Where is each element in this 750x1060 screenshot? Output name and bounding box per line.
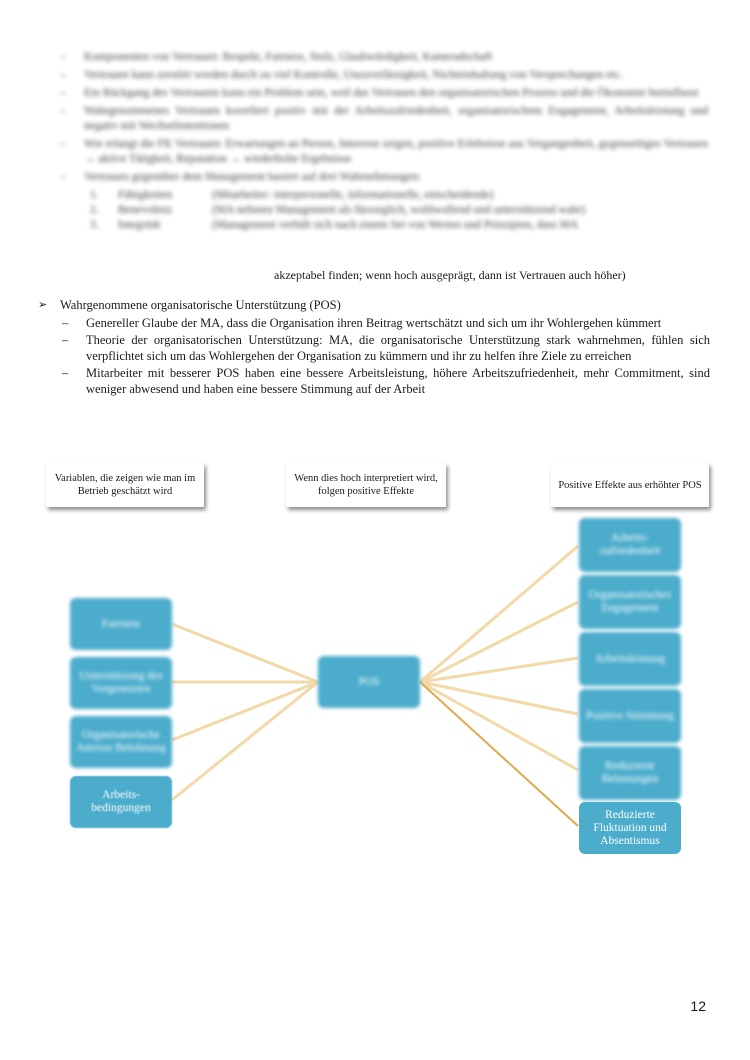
right-node: Arbeitsleistung bbox=[579, 632, 681, 686]
right-node: Reduzierte Fluktuation und Absentismus bbox=[579, 802, 681, 854]
pos-center-node: POS bbox=[318, 656, 420, 708]
list-item: – Wahrgenommenes Vertrauen korreliert positiv mit der Arbeitszufriedenheit, organisatorischem Engagement, Arbeitsleistung und negativ mit Wechselintentionen bbox=[60, 105, 708, 132]
sub-list-item: 1. Fähigkeiten (Mitarbeiter: interpersonelle, informationelle, entscheidende) bbox=[90, 189, 494, 201]
list-item: – Theorie der organisatorischen Unterstützung: MA, die organisatorische Unterstützung stark wahrnehmen, fühlen sich verpflichtet sich um das Wohlergehen der Organisation zu kümmern und ihr zu helfen ihre Ziele zu erreichen bbox=[62, 333, 710, 363]
left-node: Arbeits-bedingungen bbox=[70, 776, 172, 828]
left-node: Fairness bbox=[70, 598, 172, 650]
page-number: 12 bbox=[690, 998, 706, 1014]
section-heading: ➢ Wahrgenommene organisatorische Unterstützung (POS) bbox=[38, 298, 341, 312]
header-box-variables: Variablen, die zeigen wie man im Betrieb geschätzt wird bbox=[46, 463, 204, 507]
left-node: Organisatorische Anreize Belohnung bbox=[70, 716, 172, 768]
right-node: Organisatorisches Engagement bbox=[579, 575, 681, 629]
connector-line bbox=[172, 624, 318, 682]
list-item: – Vertrauen gegenüber dem Management basiert auf drei Wahrnehmungen: bbox=[60, 171, 422, 183]
sub-list-item: 3. Integrität (Management verhält sich nach einem Set von Werten und Prinzipien, dass MA bbox=[90, 219, 579, 231]
header-box-interpretation: Wenn dies hoch interpretiert wird, folgen positive Effekte bbox=[286, 463, 446, 507]
arrow-bullet-icon: ➢ bbox=[38, 299, 48, 311]
list-item: – Komponenten von Vertrauen: Respekt, Fairness, Stolz, Glaubwürdigkeit, Kameradschaft bbox=[60, 51, 493, 63]
right-node: Reduzierte Belastungen bbox=[579, 746, 681, 800]
right-node: Positive Stimmung bbox=[579, 689, 681, 743]
list-item: – Wie erlangt die FK Vertrauen: Erwartungen an Person, Interesse zeigen, positive Erlebnisse aus Vergangenheit, gegenseitiges Vertrauen → aktive Tätigkeit, Reputation → wiederholte Ergebnisse bbox=[60, 138, 708, 165]
list-item: – Mitarbeiter mit besserer POS haben eine bessere Arbeitsleistung, höhere Arbeitszufriedenheit, mehr Commitment, sind weniger abwesend und haben eine bessere Stimmung auf der Arbeit bbox=[62, 366, 710, 396]
continuation-line: akzeptabel finden; wenn hoch ausgeprägt, dann ist Vertrauen auch höher) bbox=[274, 268, 626, 282]
header-box-effects: Positive Effekte aus erhöhter POS bbox=[551, 463, 709, 507]
left-node: Unterstützung des Vorgesetzten bbox=[70, 657, 172, 709]
list-item: – Ein Rückgang des Vertrauens kann ein Problem sein, weil das Vertrauen den organisatorischen Prozess und die Ökonomie beeinflusst bbox=[60, 87, 699, 99]
connector-line bbox=[420, 682, 578, 714]
connector-line bbox=[172, 682, 318, 740]
sub-list-item: 2. Benevolenz (MA nehmen Management als fürsorglich, wohlwollend und unterstützend wahr) bbox=[90, 204, 586, 216]
list-item: – Genereller Glaube der MA, dass die Organisation ihren Beitrag wertschätzt und sich um ihr Wohlergehen kümmert bbox=[62, 315, 662, 330]
connector-line bbox=[420, 682, 578, 770]
connector-line bbox=[172, 682, 318, 800]
right-node: Arbeits-zufriedenheit bbox=[579, 518, 681, 572]
list-item: – Vertrauen kann zerstört werden durch zu viel Kontrolle, Unzuverlässigkeit, Nichteinhaltung von Versprechungen etc. bbox=[60, 69, 623, 81]
connector-line bbox=[420, 682, 578, 826]
